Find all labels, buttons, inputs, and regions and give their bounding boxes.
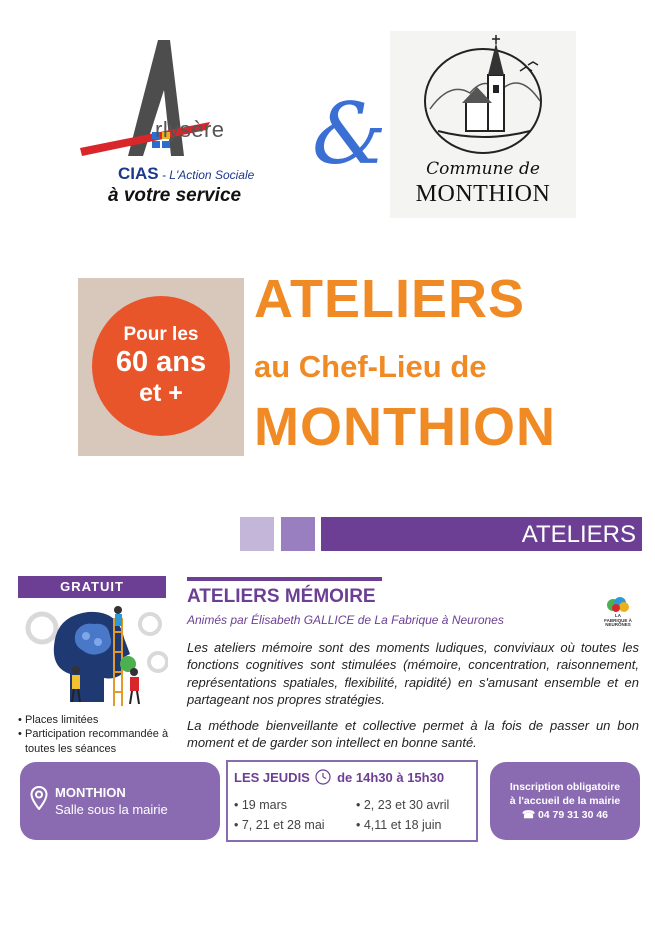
cias-arlysere-logo <box>80 38 275 210</box>
workshop-method: La méthode bienveillante et collective permet à la fois de passer un bon moment et de garder son intellect en bonne santé. <box>187 718 639 751</box>
ateliers-banner <box>321 517 642 551</box>
registration-phone-row <box>490 808 640 822</box>
list-item: • Places limitées <box>18 713 188 727</box>
fabrique-neurones-logo <box>604 596 632 632</box>
age-badge-circle <box>92 296 230 436</box>
clock-icon <box>315 769 331 785</box>
age-badge-line2: 60 ans <box>115 345 207 378</box>
age-badge-box <box>78 278 244 456</box>
fabrique-logo-text: LA FABRIQUE À NEURONES <box>604 613 632 628</box>
workshop-subtitle: Animés par Élisabeth GALLICE de La Fabrique à Neurones <box>187 613 504 627</box>
info-list <box>18 713 188 756</box>
registration-line1: Inscription obligatoire <box>509 781 621 793</box>
church-drawing-icon <box>390 31 576 161</box>
page-title: ATELIERS <box>254 269 526 329</box>
date-item: • 19 mars <box>234 798 287 812</box>
service-text: à votre service <box>108 185 242 206</box>
brain-icon <box>604 596 632 614</box>
schedule-header <box>234 769 444 785</box>
banner-square-light <box>240 517 274 551</box>
page-subtitle: au Chef-Lieu de <box>254 349 487 384</box>
schedule-day: LES JEUDIS <box>234 770 310 785</box>
date-item: • 2, 23 et 30 avril <box>356 798 449 812</box>
commune-label: Commune de <box>426 159 540 179</box>
age-badge-line3: et + <box>139 379 183 408</box>
date-item: • 4,11 et 18 juin <box>356 818 441 832</box>
map-pin-icon <box>30 786 48 810</box>
registration-box <box>490 762 640 840</box>
workshop-title: ATELIERS MÉMOIRE <box>187 586 376 607</box>
banner-square-medium <box>281 517 315 551</box>
registration-line2: à l'accueil de la mairie <box>509 795 621 807</box>
workshop-description: Les ateliers mémoire sont des moments ludiques, conviviaux où toutes les fonctions cognitives sont stimulées (mémoire, concentration, raisonnement, représentations spatiales, flexibilité, rapidité) en s'amusant ensemble et en partageant nos propres stratégies. <box>187 640 639 708</box>
brain-puzzle-illustration <box>18 602 168 708</box>
date-item: • 7, 21 et 28 mai <box>234 818 325 832</box>
arlysere-brand-text: rlysère <box>155 117 225 142</box>
commune-name: MONTHION <box>415 181 551 207</box>
age-badge-line1: Pour les <box>123 323 199 345</box>
section-divider <box>187 577 382 581</box>
schedule-time: de 14h30 à 15h30 <box>337 770 445 785</box>
ampersand-symbol: & <box>312 85 387 183</box>
list-item: • Participation recommandée à toutes les séances <box>18 727 188 756</box>
location-place: Salle sous la mairie <box>55 802 168 817</box>
cias-text: CIAS - L'Action Sociale <box>118 164 255 183</box>
free-badge: GRATUIT <box>18 576 166 598</box>
phone-icon: ☎ <box>521 809 538 821</box>
registration-phone: 04 79 31 30 46 <box>537 809 609 821</box>
location-box <box>20 762 220 840</box>
banner-label: ATELIERS <box>521 521 636 548</box>
page-place: MONTHION <box>254 397 556 457</box>
location-name: MONTHION <box>55 785 126 800</box>
commune-monthion-logo <box>390 31 576 218</box>
schedule-box <box>226 760 478 842</box>
